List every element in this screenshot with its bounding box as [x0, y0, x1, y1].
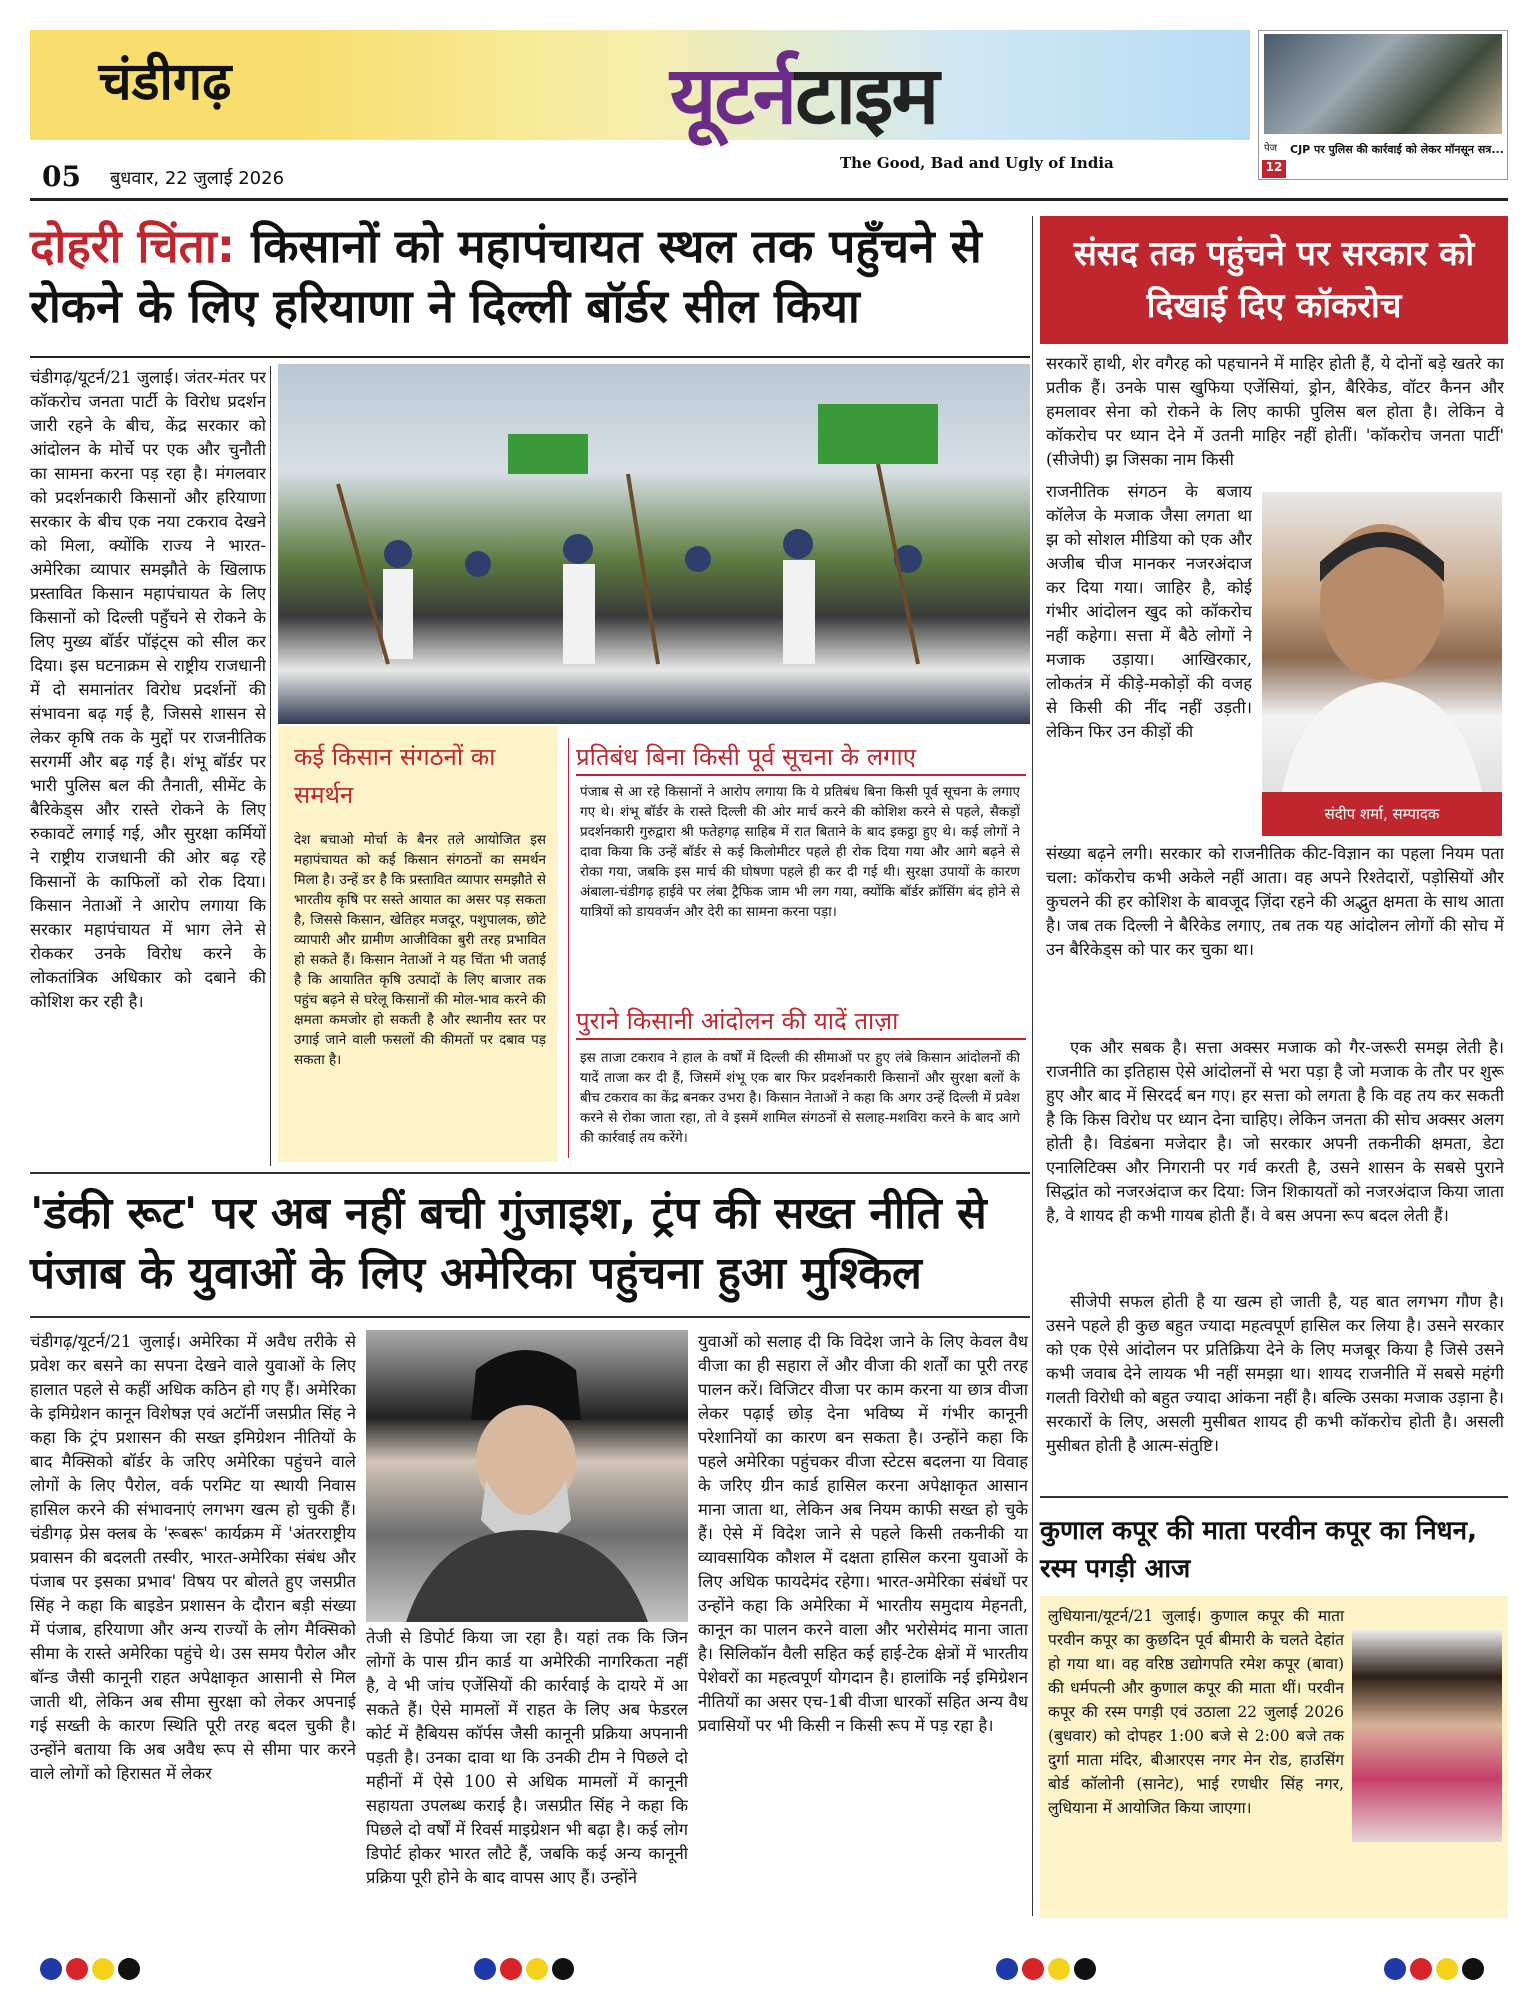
story2-col2: तेजी से डिपोर्ट किया जा रहा है। यहां तक कि जिन लोगों के पास ग्रीन कार्ड या अमेरिकी नागरिकता नहीं है, वे भी जांच एजेंसियों की कार्रवाई के दायरे में आ सकते हैं। ऐसे मामलों में राहत के लिए अब फेडरल कोर्ट में हैबियस कॉर्पस जैसी कानूनी प्रक्रिया अपनानी पड़ती है। उनका दावा था कि उनकी टीम ने पिछले दो महीनों में ऐसे 100 से अधिक मामलों में कानूनी सहायता उपलब्ध कराई है। जसप्रीत सिंह ने कहा कि पिछले दो वर्षों में रिवर्स माइग्रेशन भी बढ़ा है। कई लोग डिपोर्ट होकर भारत लौटे हैं, जबकि कई अन्य कानूनी प्रक्रिया पूरी होने के बाद वापस आए हैं। उन्होंने — [366, 1628, 688, 1887]
editorial-body-1: संख्या बढ़ने लगी। सरकार को राजनीतिक कीट-विज्ञान का पहला नियम पता चला: कॉकरोच कभी अकेले नहीं आता। वह अपने रिश्तेदारों, पड़ोसियों और कुचलने की हर कोशिश के बावजूद ज़िंदा रहने की अद्भुत क्षमता के साथ आता है। जब तक दिल्ली ने बैरिकेड लगाए, तब तक यह आंदोलन लोगों की सोच में उन बैरिकेड्स को पार कर चुका था। — [1046, 844, 1504, 959]
reg-dot-red-3 — [1022, 1958, 1044, 1980]
attorney-photo — [366, 1330, 688, 1622]
promo-photo — [1264, 34, 1502, 134]
reg-dot-black-4 — [1462, 1958, 1484, 1980]
story1-rule — [30, 356, 1030, 358]
reg-dot-black-3 — [1074, 1958, 1096, 1980]
page-number: 05 — [42, 160, 81, 193]
story1-headline-text: किसानों को महापंचायत स्थल तक पहुँचने से रोकने के लिए हरियाणा ने दिल्ली बॉर्डर सील किया — [30, 219, 982, 333]
obituary-photo — [1352, 1630, 1502, 1842]
editor-photo — [1262, 492, 1502, 792]
story2-rule — [30, 1316, 1030, 1318]
protest-scene-graphic — [278, 364, 1030, 724]
obituary-text: लुधियाना/यूटर्न/21 जुलाई। कुणाल कपूर की माता परवीन कपूर का कुछदिन पूर्व बीमारी के चलते देहांत हो गया था। वह वरिष्ठ उद्योगपति रमेश कपूर (बावा) की धर्मपत्नी और कुणाल कपूर की माता थीं। परवीन कपूर की रस्म पगड़ी एवं उठाला 22 जुलाई 2026 (बुधवार) को दोपहर 1:00 बजे से 2:00 बजे तक दुर्गा माता मंदिर, बीआरएस नगर मेन रोड, हाउसिंग बोर्ड कॉलोनी (सानेट), भाई रणधीर सिंह नगर, लुधियाना में आयोजित किया जाएगा। — [1048, 1607, 1344, 1817]
promo-page-number: 12 — [1262, 160, 1286, 178]
editorial-column-rule — [1032, 216, 1033, 1916]
reg-dot-blue-3 — [996, 1958, 1018, 1980]
subhead-underline — [576, 774, 1026, 776]
editorial-body-3: सीजेपी सफल होती है या खत्म हो जाती है, यह बात लगभग गौण है। उसने पहले ही कुछ बहुत ज्यादा महत्वपूर्ण हासिल कर लिया है। उसने सरकार को एक ऐसे आंदोलन पर प्रतिक्रिया देने के लिए मजबूर किया है जिसे उसने कभी जवाब देने लायक भी नहीं समझा था। शायद राजनीति में सबसे महंगी गलती विरोधी को बहुत ज्यादा आंकना नहीं है। बल्कि उसका मजाक उड़ाना है। सरकारों के लिए, असली मुसीबत शायद ही कभी कॉकरोच होती है। असली मुसीबत होती है आत्म-संतुष्टि। — [1046, 1292, 1504, 1455]
attorney-portrait-graphic — [366, 1330, 688, 1622]
reg-dot-black-2 — [552, 1958, 574, 1980]
column-rule — [270, 366, 271, 1166]
masthead-tagline: The Good, Bad and Ugly of India — [840, 154, 1114, 172]
story1-body: चंडीगढ़/यूटर्न/21 जुलाई। जंतर-मंतर पर कॉकरोच जनता पार्टी के विरोध प्रदर्शन जारी रहने के बीच, केंद्र सरकार को आंदोलन के मोर्चे पर एक और चुनौती का सामना करना पड़ रहा है। मंगलवार को प्रदर्शनकारी किसानों और हरियाणा सरकार के बीच एक नया टकराव देखने को मिला, क्योंकि राज्य ने भारत-अमेरिका व्यापार समझौते के खिलाफ प्रस्तावित किसान महापंचायत के लिए किसानों को दिल्ली पहुँचने से रोकने के लिए मुख्य बॉर्डर पॉइंट्स को सील कर दिया। इस घटनाक्रम से राष्ट्रीय राजधानी में दो समानांतर विरोध प्रदर्शनों की संभावना बढ़ गई है, जिससे शासन से लेकर कृषि तक के मुद्दों पर राजनीतिक सरगर्मी और बढ़ गई है। शंभू बॉर्डर पर भारी पुलिस बल की तैनाती, सीमेंट के बैरिकेड्स और रास्ते रोकने के लिए रुकावटें लगाई गई, और सुरक्षा कर्मियों ने राष्ट्रीय राजधानी की ओर बढ़ रहे किसानों के काफिलों को रोक दिया। किसान नेताओं ने आरोप लगाया कि सरकार महापंचायत में भाग लेने से रोककर उनके विरोध करने के लोकतांत्रिक अधिकार को दबाने की कोशिश कर रही है। — [30, 368, 266, 1011]
editorial-side-text: राजनीतिक संगठन के बजाय कॉलेज के मजाक जैसा लगता था झ को सोशल मीडिया को एक और अजीब चीज मानकर नजरअंदाज कर दिया गया। जाहिर है, कोई गंभीर आंदोलन खुद को कॉकरोच नहीं कहेगा। सत्ता में बैठे लोगों ने मजाक उड़ाया। आखिरकार, लोकतंत्र में कीड़े-मकोड़ों की वजह से किसी की नींद नहीं उड़ती। लेकिन फिर उन कीड़ों की — [1046, 482, 1252, 741]
reg-dot-red-2 — [500, 1958, 522, 1980]
reg-dot-blue-1 — [40, 1958, 62, 1980]
reg-dot-blue-2 — [474, 1958, 496, 1980]
editor-portrait-graphic — [1262, 492, 1502, 792]
editor-caption: संदीप शर्मा, सम्पादक — [1262, 792, 1502, 836]
reg-dot-yellow-2 — [526, 1958, 548, 1980]
reg-dot-black-1 — [118, 1958, 140, 1980]
subhead-no-notice-body: पंजाब से आ रहे किसानों ने आरोप लगाया कि ये प्रतिबंध बिना किसी पूर्व सूचना के लगाए गए थे। शंभू बॉर्डर के रास्ते दिल्ली की ओर मार्च करने की कोशिश करने से पहले, सैकड़ों प्रदर्शनकारी गुरुद्वारा श्री फतेहगढ़ साहिब में रात बिताने के बाद इकट्ठा हुए थे। कई लोगों ने दावा किया कि उन्हें बॉर्डर से कई किलोमीटर पहले ही रोक दिया गया और आगे बढ़ने से रोका गया, जबकि इस मार्च की घोषणा पहले ही कर दी गई थी। सुरक्षा उपायों के कारण अंबाला-चंडीगढ़ हाईवे पर लंबा ट्रैफिक जाम भी लग गया, क्योंकि बॉर्डर क्रॉसिंग बंद होने से यात्रियों को डायवर्जन और देरी का सामना करना पड़ा। — [580, 784, 1020, 920]
sub-rule — [568, 738, 569, 1158]
promo-teaser[interactable]: CJP पर पुलिस की कार्रवाई को लेकर मॉनसून सत्र... — [1290, 143, 1504, 156]
farmers-protest-photo — [278, 364, 1030, 724]
editorial-body-2: एक और सबक है। सत्ता अक्सर मजाक को गैर-जरूरी समझ लेती है। राजनीति का इतिहास ऐसे आंदोलनों से भरा पड़ा है जो मजाक के तौर पर शुरू हुए और बाद में सिरदर्द बन गए। हर सत्ता को लगता है कि वह तय कर सकती है कि किस विरोध पर ध्यान देना चाहिए। लेकिन जनता की सोच अक्सर अलग होती है। विडंबना मजेदार है। जो सरकार अपनी तकनीकी क्षमता, डेटा एनालिटिक्स और निगरानी पर गर्व करती है, उसने शासन के सबसे पुराने सिद्धांत को नजरअंदाज कर दिया: जिन शिकायतों को नजरअंदाज किया जाता है, वे शायद ही कभी गायब होती हैं। वे बस अपना रूप बदल लेती हैं। — [1046, 1038, 1504, 1225]
reg-dot-red-1 — [66, 1958, 88, 1980]
logo-part2: टाइम — [795, 49, 938, 142]
story1-headline[interactable] — [30, 216, 1030, 336]
reg-dot-yellow-3 — [1048, 1958, 1070, 1980]
masthead-logo[interactable] — [670, 38, 937, 147]
subhead-old-movement: पुराने किसानी आंदोलन की यादें ताज़ा — [576, 1007, 899, 1035]
editorial-headline[interactable]: संसद तक पहुंचने पर सरकार को दिखाई दिए कॉकरोच — [1040, 216, 1508, 344]
obituary-headline[interactable]: कुणाल कपूर की माता परवीन कपूर का निधन, रस्म पगड़ी आज — [1040, 1516, 1477, 1584]
story2-headline[interactable]: 'डंकी रूट' पर अब नहीं बची गुंजाइश, ट्रंप की सख्त नीति से पंजाब के युवाओं के लिए अमेरिका पहुंचना हुआ मुश्किल — [30, 1188, 987, 1299]
support-heading: कई किसान संगठनों का समर्थन — [294, 743, 496, 809]
masthead-city: चंडीगढ़ — [98, 52, 232, 112]
story2-col1: चंडीगढ़/यूटर्न/21 जुलाई। अमेरिका में अवैध तरीके से प्रवेश कर बसने का सपना देखने वाले युवाओं के लिए हालात पहले से कहीं अधिक कठिन हो गए हैं। अमेरिका के इमिग्रेशन कानून विशेषज्ञ एवं अटॉर्नी जसप्रीत सिंह ने कहा कि ट्रंप प्रशासन की सख्त इमिग्रेशन नीतियों के बाद मैक्सिको बॉर्डर के जरिए अमेरिका पहुंचने वाले लोगों के लिए पैरोल, वर्क परमिट या स्थायी निवास हासिल करने की संभावनाएं लगभग खत्म हो चुकी हैं। चंडीगढ़ प्रेस क्लब के 'रूबरू' कार्यक्रम में 'अंतरराष्ट्रीय प्रवासन की बदलती तस्वीर, भारत-अमेरिका संबंध और पंजाब पर इसका प्रभाव' विषय पर बोलते हुए जसप्रीत सिंह ने कहा कि बाइडेन प्रशासन के दौरान बड़ी संख्या में पंजाब, हरियाणा और अन्य राज्यों के लोग मैक्सिको सीमा के रास्ते अमेरिका पहुंचे थे। उस समय पैरोल और बॉन्ड जैसी कानूनी राहत अपेक्षाकृत आसानी से मिल जाती थी, लेकिन अब सीमा सुरक्षा को लेकर अपनाई गई सख्ती के कारण स्थिति पूरी तरह बदल चुकी है। उन्होंने बताया कि अब अवैध रूप से सीमा पार करने वाले लोगों को हिरासत में लेकर — [30, 1332, 356, 1783]
subhead-old-movement-body: इस ताजा टकराव ने हाल के वर्षों में दिल्ली की सीमाओं पर हुए लंबे किसान आंदोलनों की यादें ताजा कर दी हैं, जिसमें शंभू एक बार फिर प्रदर्शनकारी किसानों और सुरक्षा बलों के बीच टकराव का केंद्र बनकर उभरा है। किसान नेताओं ने कहा कि अगर उन्हें दिल्ली में प्रवेश करने से रोका जाता रहा, तो वे इसमें शामिल संगठनों से सलाह-मशविरा करने के बाद आगे की कार्रवाई तय करेंगे। — [580, 1050, 1020, 1146]
promo-page-label: पेज — [1264, 143, 1278, 154]
story2-col3: युवाओं को सलाह दी कि विदेश जाने के लिए केवल वैध वीजा का ही सहारा लें और वीजा की शर्तों का पूरी तरह पालन करें। विजिटर वीजा पर काम करना या छात्र वीजा लेकर पढ़ाई छोड़ देना भविष्य में गंभीर कानूनी परेशानियों का कारण बन सकता है। उन्होंने कहा कि पहले अमेरिका पहुंचकर वीजा स्टेटस बदलना या विवाह के जरिए ग्रीन कार्ड हासिल करना अपेक्षाकृत आसान माना जाता था, लेकिन अब नियम काफी सख्त हो चुके हैं। ऐसे में विदेश जाने से पहले किसी तकनीकी या व्यावसायिक कौशल में दक्षता हासिल करना युवाओं के लिए अधिक फायदेमंद रहेगा। भारत-अमेरिका संबंधों पर उन्होंने कहा कि अमेरिका में भारतीय समुदाय मेहनती, कानून का पालन करने वाला और भरोसेमंद माना जाता है। सिलिकॉन वैली सहित कई हाई-टेक क्षेत्रों में भारतीय पेशेवरों का महत्वपूर्ण योगदान है। हालांकि नई इमिग्रेशन नीतियों का असर एच-1बी वीजा धारकों सहित अन्य वैध प्रवासियों पर भी किसी न किसी रूप में पड़ रहा है। — [698, 1332, 1028, 1735]
reg-dot-red-4 — [1410, 1958, 1432, 1980]
subhead-no-notice: प्रतिबंध बिना किसी पूर्व सूचना के लगाए — [576, 743, 917, 771]
story1-headline-kicker: दोहरी चिंता: — [30, 219, 236, 273]
editorial-end-rule — [1040, 1496, 1508, 1498]
editorial-intro: सरकारें हाथी, शेर वगैरह को पहचानने में माहिर होती हैं, ये दोनों बड़े खतरे का प्रतीक हैं। उनके पास खुफिया एजेंसियां, ड्रोन, बैरिकेड, वॉटर कैनन और हमलावर सेना को रोकने के लिए काफी पुलिस बल होता है। लेकिन वे कॉकरोच पर ध्यान देने में उतनी माहिर नहीं होतीं। 'कॉकरोच जनता पार्टी' (सीजेपी) झ जिसका नाम किसी — [1046, 354, 1504, 469]
reg-dot-yellow-1 — [92, 1958, 114, 1980]
issue-date: बुधवार, 22 जुलाई 2026 — [110, 168, 285, 189]
logo-part1: यूटर्न — [670, 49, 796, 142]
masthead-divider — [30, 198, 1508, 201]
reg-dot-blue-4 — [1384, 1958, 1406, 1980]
obituary-body — [1048, 1604, 1502, 1912]
section-divider — [30, 1172, 1030, 1174]
reg-dot-yellow-4 — [1436, 1958, 1458, 1980]
subhead-underline-2 — [576, 1038, 1026, 1040]
support-body: देश बचाओ मोर्चा के बैनर तले आयोजित इस महापंचायत को कई किसान संगठनों का समर्थन मिला है। उन्हें डर है कि प्रस्तावित व्यापार समझौते से भारतीय कृषि पर सस्ते आयात का असर पड़ सकता है, जिससे किसान, खेतिहर मजदूर, पशुपालक, छोटे व्यापारी और ग्रामीण आजीविका बुरी तरह प्रभावित हो सकते हैं। किसान नेताओं ने यह चिंता भी जताई है कि आयातित कृषि उत्पादों के लिए बाजार तक पहुंच बढ़ने से घरेलू किसानों की मोल-भाव करने की क्षमता कमजोर हो सकती है और स्थानीय स्तर पर उगाई जाने वाली फसलों की कीमतों पर दबाव पड़ सकता है। — [294, 832, 546, 1068]
